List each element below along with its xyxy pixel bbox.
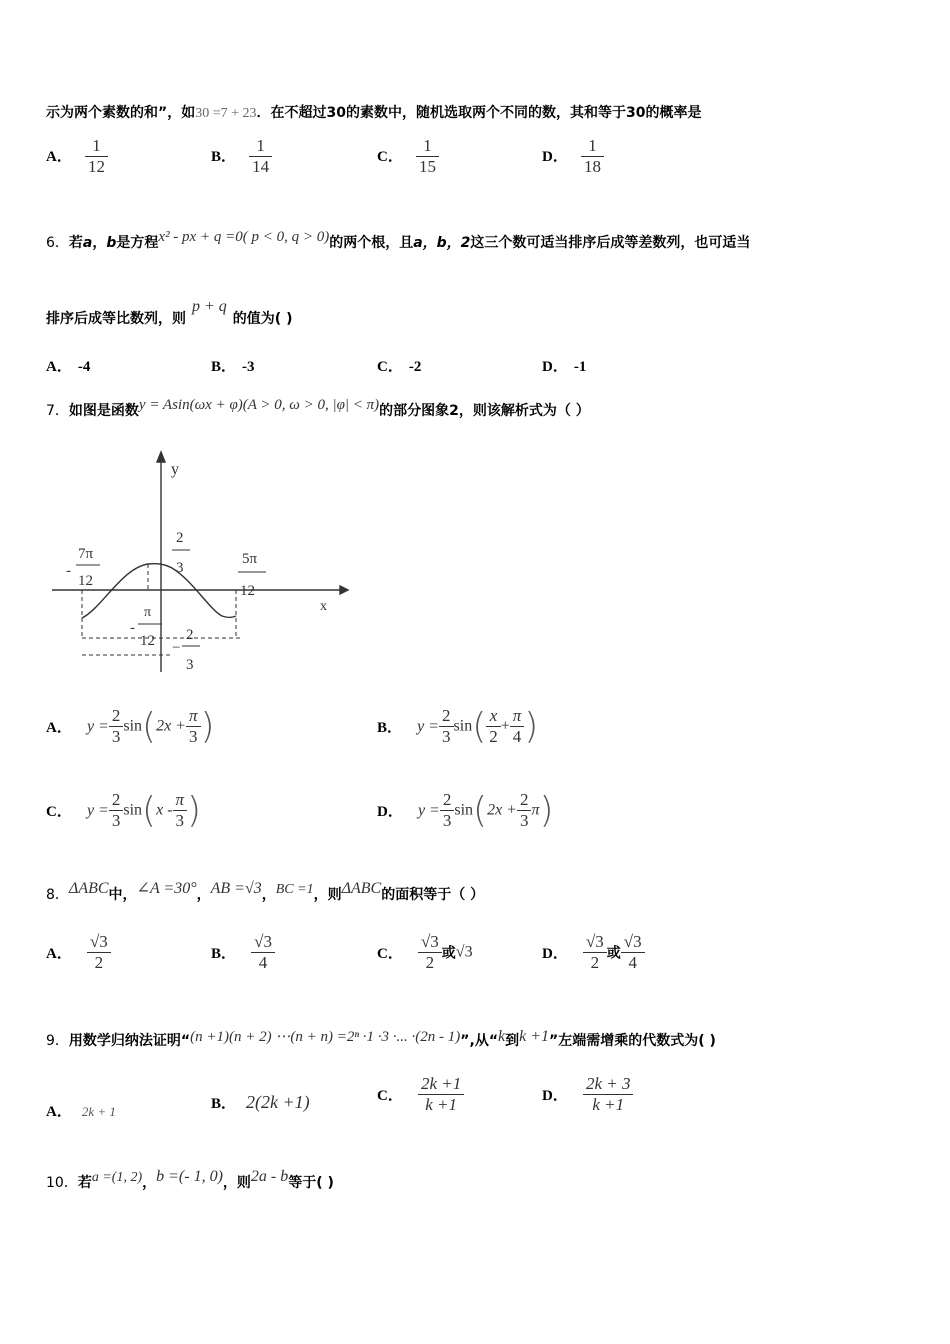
q9-option-a[interactable] [46, 1100, 116, 1121]
option-label: B． [211, 359, 237, 375]
option-fraction: $\frac{2k + 3}{k +1}$ [583, 1074, 634, 1115]
option-value: -3 [242, 359, 255, 375]
q6-line2-a: 排序后成等比数列，则 [46, 311, 186, 327]
option-fraction: $\frac{√3}{2}$ [583, 932, 607, 973]
option-label: B． [211, 1096, 237, 1112]
q6-comma: ， [92, 235, 107, 251]
q5-stem [46, 102, 701, 122]
x-axis-arrow [340, 586, 348, 594]
q6-stem-d: 这三个数可适当排序后成等差数列，也可适当 [470, 235, 751, 251]
q9-stem-a: 用数学归纳法证明“ [68, 1033, 191, 1049]
tick-left-den: 12 [78, 573, 93, 589]
q6-line2-b: 的值为( ) [232, 311, 293, 327]
q8-stem-b: ，则 [313, 887, 342, 903]
q9-option-d[interactable] [542, 1074, 633, 1115]
q6-stem-b: 是方程 [116, 235, 159, 251]
tick-left-num: 7π [78, 546, 94, 562]
option-arg: 2x + [156, 717, 186, 735]
q10-stem-b: ，则 [222, 1175, 251, 1191]
option-fraction: $\frac{√3}{2}$ [418, 932, 442, 973]
q8-option-a[interactable] [46, 932, 111, 973]
q8-stem [46, 880, 485, 904]
q7-option-d[interactable]: D． y = $\frac{2}{3}$ sin(2x + $\frac{2}{3}$ π) [377, 789, 554, 831]
q8-number: 8． [46, 887, 69, 903]
y-axis-label: y [171, 461, 179, 478]
q7-stem-b: 的部分图象2，则该解析式为（ ） [379, 403, 590, 419]
option-value: -1 [573, 359, 587, 375]
q9-stem-c: ”左端需增乘的代数式为( ) [549, 1033, 716, 1049]
q5-option-b[interactable] [211, 136, 272, 177]
option-plus: + [500, 717, 510, 735]
tick-mid-den: 12 [140, 633, 155, 649]
q9-k: k [498, 1028, 506, 1045]
option-fn: sin [454, 801, 474, 819]
q5-stem-b: ．在不超过30的素数中，随机选取两个不同的数，其和等于30的概率是 [256, 105, 702, 121]
option-label: A． [46, 1104, 72, 1120]
x-axis-label: x [320, 599, 327, 614]
q5-stem-a: 示为两个素数的和”，如 [46, 105, 196, 121]
q8-triangle: ΔABC [68, 880, 109, 897]
option-fn: sin [123, 801, 143, 819]
q8-triangle2: ΔABC [341, 880, 382, 897]
option-label: A． [46, 946, 72, 962]
option-lhs: y = [417, 801, 440, 819]
option-arg: 2x + [487, 801, 517, 819]
option-fraction: $\frac{1}{14}$ [249, 136, 272, 177]
max-num: 2 [176, 530, 184, 546]
option-label: A． [46, 720, 72, 736]
option-fn: sin [123, 717, 143, 735]
q6-stem-a: 若 [68, 235, 83, 251]
q7-option-b[interactable]: B． y = $\frac{2}{3}$ sin( $\frac{x}{2}$ + $\frac{\pi}{4}$ ) [377, 705, 539, 747]
q9-stem [46, 1030, 716, 1050]
option-label: D． [542, 1088, 568, 1104]
q5-option-a[interactable] [46, 136, 108, 177]
q8-option-b[interactable] [211, 932, 275, 973]
option-fraction: $\frac{1}{15}$ [416, 136, 439, 177]
option-lhs: y = [417, 717, 440, 735]
option-lhs: y = [86, 801, 109, 819]
q10-expr: 2a - b [250, 1168, 289, 1185]
q6-line2-expr: p + q [192, 298, 227, 315]
q5-option-d[interactable] [542, 136, 604, 177]
tick-right-num: 5π [242, 551, 258, 567]
option-arg: x - [156, 801, 173, 819]
q6-var-b: b [106, 235, 117, 251]
arg-fraction: $\frac{2}{3}$ [517, 790, 532, 831]
tick-mid-sign: - [130, 620, 135, 636]
min-sign: − [172, 640, 181, 656]
q9-option-b[interactable] [211, 1092, 310, 1113]
arg-fraction: $\frac{\pi}{4}$ [510, 706, 525, 747]
option-fraction: $\frac{√3}{2}$ [87, 932, 111, 973]
q9-to: 到 [505, 1033, 520, 1049]
option-fraction: $\frac{√3}{4}$ [251, 932, 275, 973]
option-label: A． [46, 359, 72, 375]
q8-bc: BC =1 [275, 882, 314, 897]
q7-graph [40, 440, 360, 680]
q10-stem [46, 1168, 334, 1192]
q6-option-d[interactable] [542, 355, 586, 376]
max-den: 3 [176, 560, 184, 576]
option-fn: sin [453, 717, 473, 735]
q8-ab: AB =√3 [210, 880, 262, 897]
q6-stem-vars: a，b，2 [413, 235, 471, 251]
option-arg-post: π [531, 801, 540, 819]
q8-angle: ∠A =30° [136, 880, 197, 897]
q7-option-c[interactable]: C． y = $\frac{2}{3}$ sin(x - $\frac{\pi}{3}$ ) [46, 789, 202, 831]
option-alt-fraction: $\frac{√3}{4}$ [621, 932, 645, 973]
coef-fraction: $\frac{2}{3}$ [439, 706, 454, 747]
q10-comma: ， [142, 1175, 157, 1191]
q5-option-c[interactable] [377, 136, 439, 177]
min-num: 2 [186, 627, 194, 643]
q10-a-vec: a =(1, 2) [91, 1170, 143, 1185]
option-fraction: $\frac{1}{18}$ [581, 136, 604, 177]
sine-curve [82, 564, 236, 618]
q9-number: 9． [46, 1033, 69, 1049]
option-value: 2k + 1 [81, 1104, 116, 1119]
option-label: B． [377, 720, 403, 736]
option-alt: √3 [455, 943, 473, 961]
q6-stem-line2 [46, 298, 293, 328]
coef-fraction: $\frac{2}{3}$ [440, 790, 455, 831]
q9-option-c[interactable] [377, 1074, 464, 1115]
option-fraction: $\frac{2k +1}{k +1}$ [418, 1074, 464, 1115]
q8-stem-a: 中， [108, 887, 137, 903]
tick-mid-num: π [144, 605, 152, 620]
option-lhs: y = [86, 717, 109, 735]
option-label: D． [542, 359, 568, 375]
q7-formula: y = Asin(ωx + φ)(A > 0, ω > 0, |φ| < π) [138, 397, 380, 413]
q8-comma2: ， [261, 887, 276, 903]
option-or: 或 [441, 945, 456, 962]
arg-fraction: $\frac{\pi}{3}$ [186, 706, 201, 747]
option-label: A． [46, 149, 72, 165]
q7-number: 7． [46, 403, 69, 419]
q10-number: 10． [46, 1175, 78, 1191]
option-label: D． [542, 946, 568, 962]
q9-k1: k +1 [519, 1028, 550, 1045]
q6-option-c[interactable] [377, 355, 421, 376]
q6-number: 6． [46, 235, 69, 251]
coef-fraction: $\frac{2}{3}$ [109, 790, 124, 831]
option-fraction: $\frac{1}{12}$ [85, 136, 108, 177]
min-den: 3 [186, 657, 194, 673]
q6-var-a: a [82, 235, 93, 251]
q6-option-a[interactable] [46, 355, 90, 376]
option-label: B． [211, 946, 237, 962]
option-label: C． [377, 359, 403, 375]
option-value: 2(2k +1) [246, 1092, 310, 1112]
q8-option-d[interactable] [542, 932, 645, 973]
q9-stem-b: ”,从“ [460, 1033, 499, 1049]
q8-stem-c: 的面积等于（ ） [381, 887, 485, 903]
coef-fraction: $\frac{2}{3}$ [109, 706, 124, 747]
tick-right-den: 12 [240, 583, 255, 599]
option-label: B． [211, 149, 237, 165]
q10-b-vec: b =(- 1, 0) [156, 1168, 223, 1185]
option-value: -4 [77, 359, 91, 375]
q7-stem [46, 397, 590, 420]
q7-stem-a: 如图是函数 [68, 403, 139, 419]
q6-option-b[interactable] [211, 355, 255, 376]
option-label: C． [46, 804, 72, 820]
option-label: D． [377, 804, 403, 820]
option-label: C． [377, 946, 403, 962]
q5-example-equation: 30 =7 + 23 [195, 106, 257, 121]
option-label: C． [377, 149, 403, 165]
option-value: -2 [408, 359, 422, 375]
x-fraction: $\frac{x}{2}$ [486, 706, 501, 747]
q8-comma: ， [196, 887, 211, 903]
q10-stem-c: 等于( ) [288, 1175, 334, 1191]
q6-stem [46, 229, 751, 252]
q6-equation: x² - px + q =0( p < 0, q > 0) [158, 229, 330, 245]
q10-stem-a: 若 [77, 1175, 92, 1191]
option-label: C． [377, 1088, 403, 1104]
q8-option-c[interactable] [377, 932, 473, 973]
y-axis-arrow [157, 452, 165, 462]
option-or: 或 [606, 945, 621, 962]
q6-stem-c: 的两个根，且 [329, 235, 414, 251]
arg-fraction: $\frac{\pi}{3}$ [173, 790, 188, 831]
q9-formula: (n +1)(n + 2) ⋯(n + n) =2ⁿ ·1 ·3 ·... ·(2n - 1) [190, 1029, 461, 1045]
q7-option-a[interactable]: A． y = $\frac{2}{3}$ sin(2x + $\frac{\pi}{3}$ ) [46, 705, 215, 747]
tick-left-sign: - [66, 563, 71, 579]
option-label: D． [542, 149, 568, 165]
